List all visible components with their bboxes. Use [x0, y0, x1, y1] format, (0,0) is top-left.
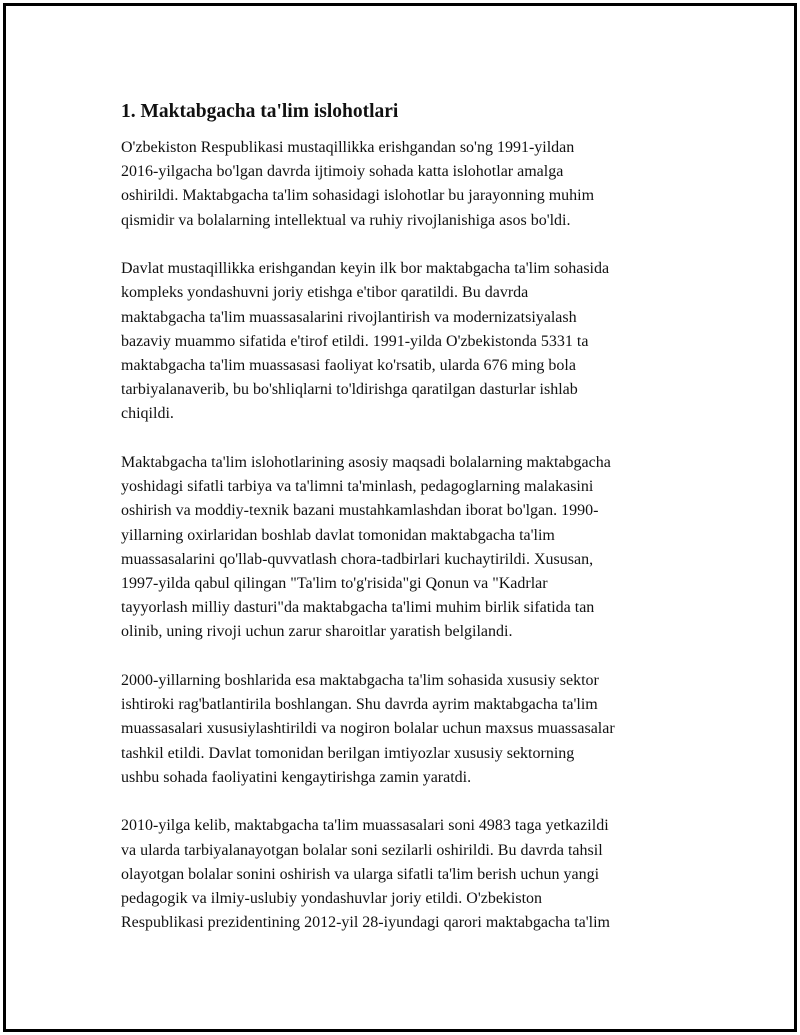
- text-line: 2016-yilgacha bo'lgan davrda ijtimoiy sohada katta islohotlar amalga: [121, 163, 564, 181]
- text-line: maktabgacha ta'lim muassasalarini rivojlantirish va modernizatsiyalash: [121, 308, 577, 326]
- text-line: qismidir va bolalarning intellektual va ruhiy rivojlanishiga asos bo'ldi.: [121, 211, 571, 229]
- text-line: maktabgacha ta'lim muassasasi faoliyat ko'rsatib, ularda 676 ming bola: [121, 357, 576, 375]
- text-line: ushbu sohada faoliyatini kengaytirishga zamin yaratdi.: [121, 768, 472, 786]
- paragraph-list: [121, 136, 701, 935]
- text-line: Maktabgacha ta'lim islohotlarining asosiy maqsadi bolalarning maktabgacha: [121, 454, 611, 472]
- text-line: O'zbekiston Respublikasi mustaqillikka erishgandan so'ng 1991-yildan: [121, 139, 575, 156]
- document-body: [121, 99, 701, 960]
- text-line: tashkil etildi. Davlat tomonidan berilgan imtiyozlar xususiy sektorning: [121, 744, 575, 762]
- text-line: 2010-yilga kelib, maktabgacha ta'lim muassasalari soni 4983 taga yetkazildi: [121, 817, 609, 835]
- text-line: yillarning oxirlaridan boshlab davlat tomonidan maktabgacha ta'lim: [121, 526, 555, 544]
- text-line: pedagogik va ilmiy-uslubiy yondashuvlar joriy etildi. O'zbekiston: [121, 890, 543, 908]
- section-heading: 1. Maktabgacha ta'lim islohotlari: [121, 101, 399, 122]
- text-line: oshirildi. Maktabgacha ta'lim sohasidagi islohotlar bu jarayonning muhim: [121, 187, 595, 205]
- text-line: bazaviy muammo sifatida e'tirof etildi. 1991-yilda O'zbekistonda 5331 ta: [121, 332, 589, 350]
- paragraph: [121, 669, 701, 790]
- text-line: kompleks yondashuvni joriy etishga e'tibor qaratildi. Bu davrda: [121, 284, 529, 302]
- text-line: 2000-yillarning boshlarida esa maktabgacha ta'lim sohasida xususiy sektor: [121, 672, 599, 690]
- text-line: olayotgan bolalar sonini oshirish va ularga sifatli ta'lim berish uchun yangi: [121, 865, 600, 883]
- page-frame: [3, 3, 797, 1032]
- text-line: 1997-yilda qabul qilingan "Ta'lim to'g'risida"gi Qonun va "Kadrlar: [121, 575, 548, 593]
- text-line: tarbiyalanaverib, bu bo'shliqlarni to'ldirishga qaratilgan dasturlar ishlab: [121, 381, 578, 399]
- paragraph: [121, 814, 701, 935]
- text-line: oshirish va moddiy-texnik bazani mustahkamlashdan iborat bo'lgan. 1990-: [121, 502, 599, 520]
- text-line: Respublikasi prezidentining 2012-yil 28-iyundagi qarori maktabgacha ta'lim: [121, 914, 610, 932]
- paragraph: [121, 136, 701, 233]
- paragraph: [121, 451, 701, 645]
- text-line: muassasalari xususiylashtirildi va nogiron bolalar uchun maxsus muassasalar: [121, 720, 615, 738]
- text-line: tayyorlash milliy dasturi"da maktabgacha ta'limi muhim birlik sifatida tan: [121, 599, 595, 617]
- text-line: Davlat mustaqillikka erishgandan keyin ilk bor maktabgacha ta'lim sohasida: [121, 260, 610, 278]
- paragraph: [121, 257, 701, 426]
- text-line: va ularda tarbiyalanayotgan bolalar soni sezilarli oshirildi. Bu davrda tahsil: [121, 841, 603, 859]
- text-line: yoshidagi sifatli tarbiya va ta'limni ta'minlash, pedagoglarning malakasini: [121, 478, 594, 496]
- text-line: ishtiroki rag'batlantirila boshlangan. Shu davrda ayrim maktabgacha ta'lim: [121, 696, 598, 714]
- text-line: muassasalarini qo'llab-quvvatlash chora-tadbirlari kuchaytirildi. Xususan,: [121, 550, 594, 568]
- text-line: chiqildi.: [121, 405, 174, 423]
- text-line: olinib, uning rivoji uchun zarur sharoitlar yaratish belgilandi.: [121, 623, 513, 641]
